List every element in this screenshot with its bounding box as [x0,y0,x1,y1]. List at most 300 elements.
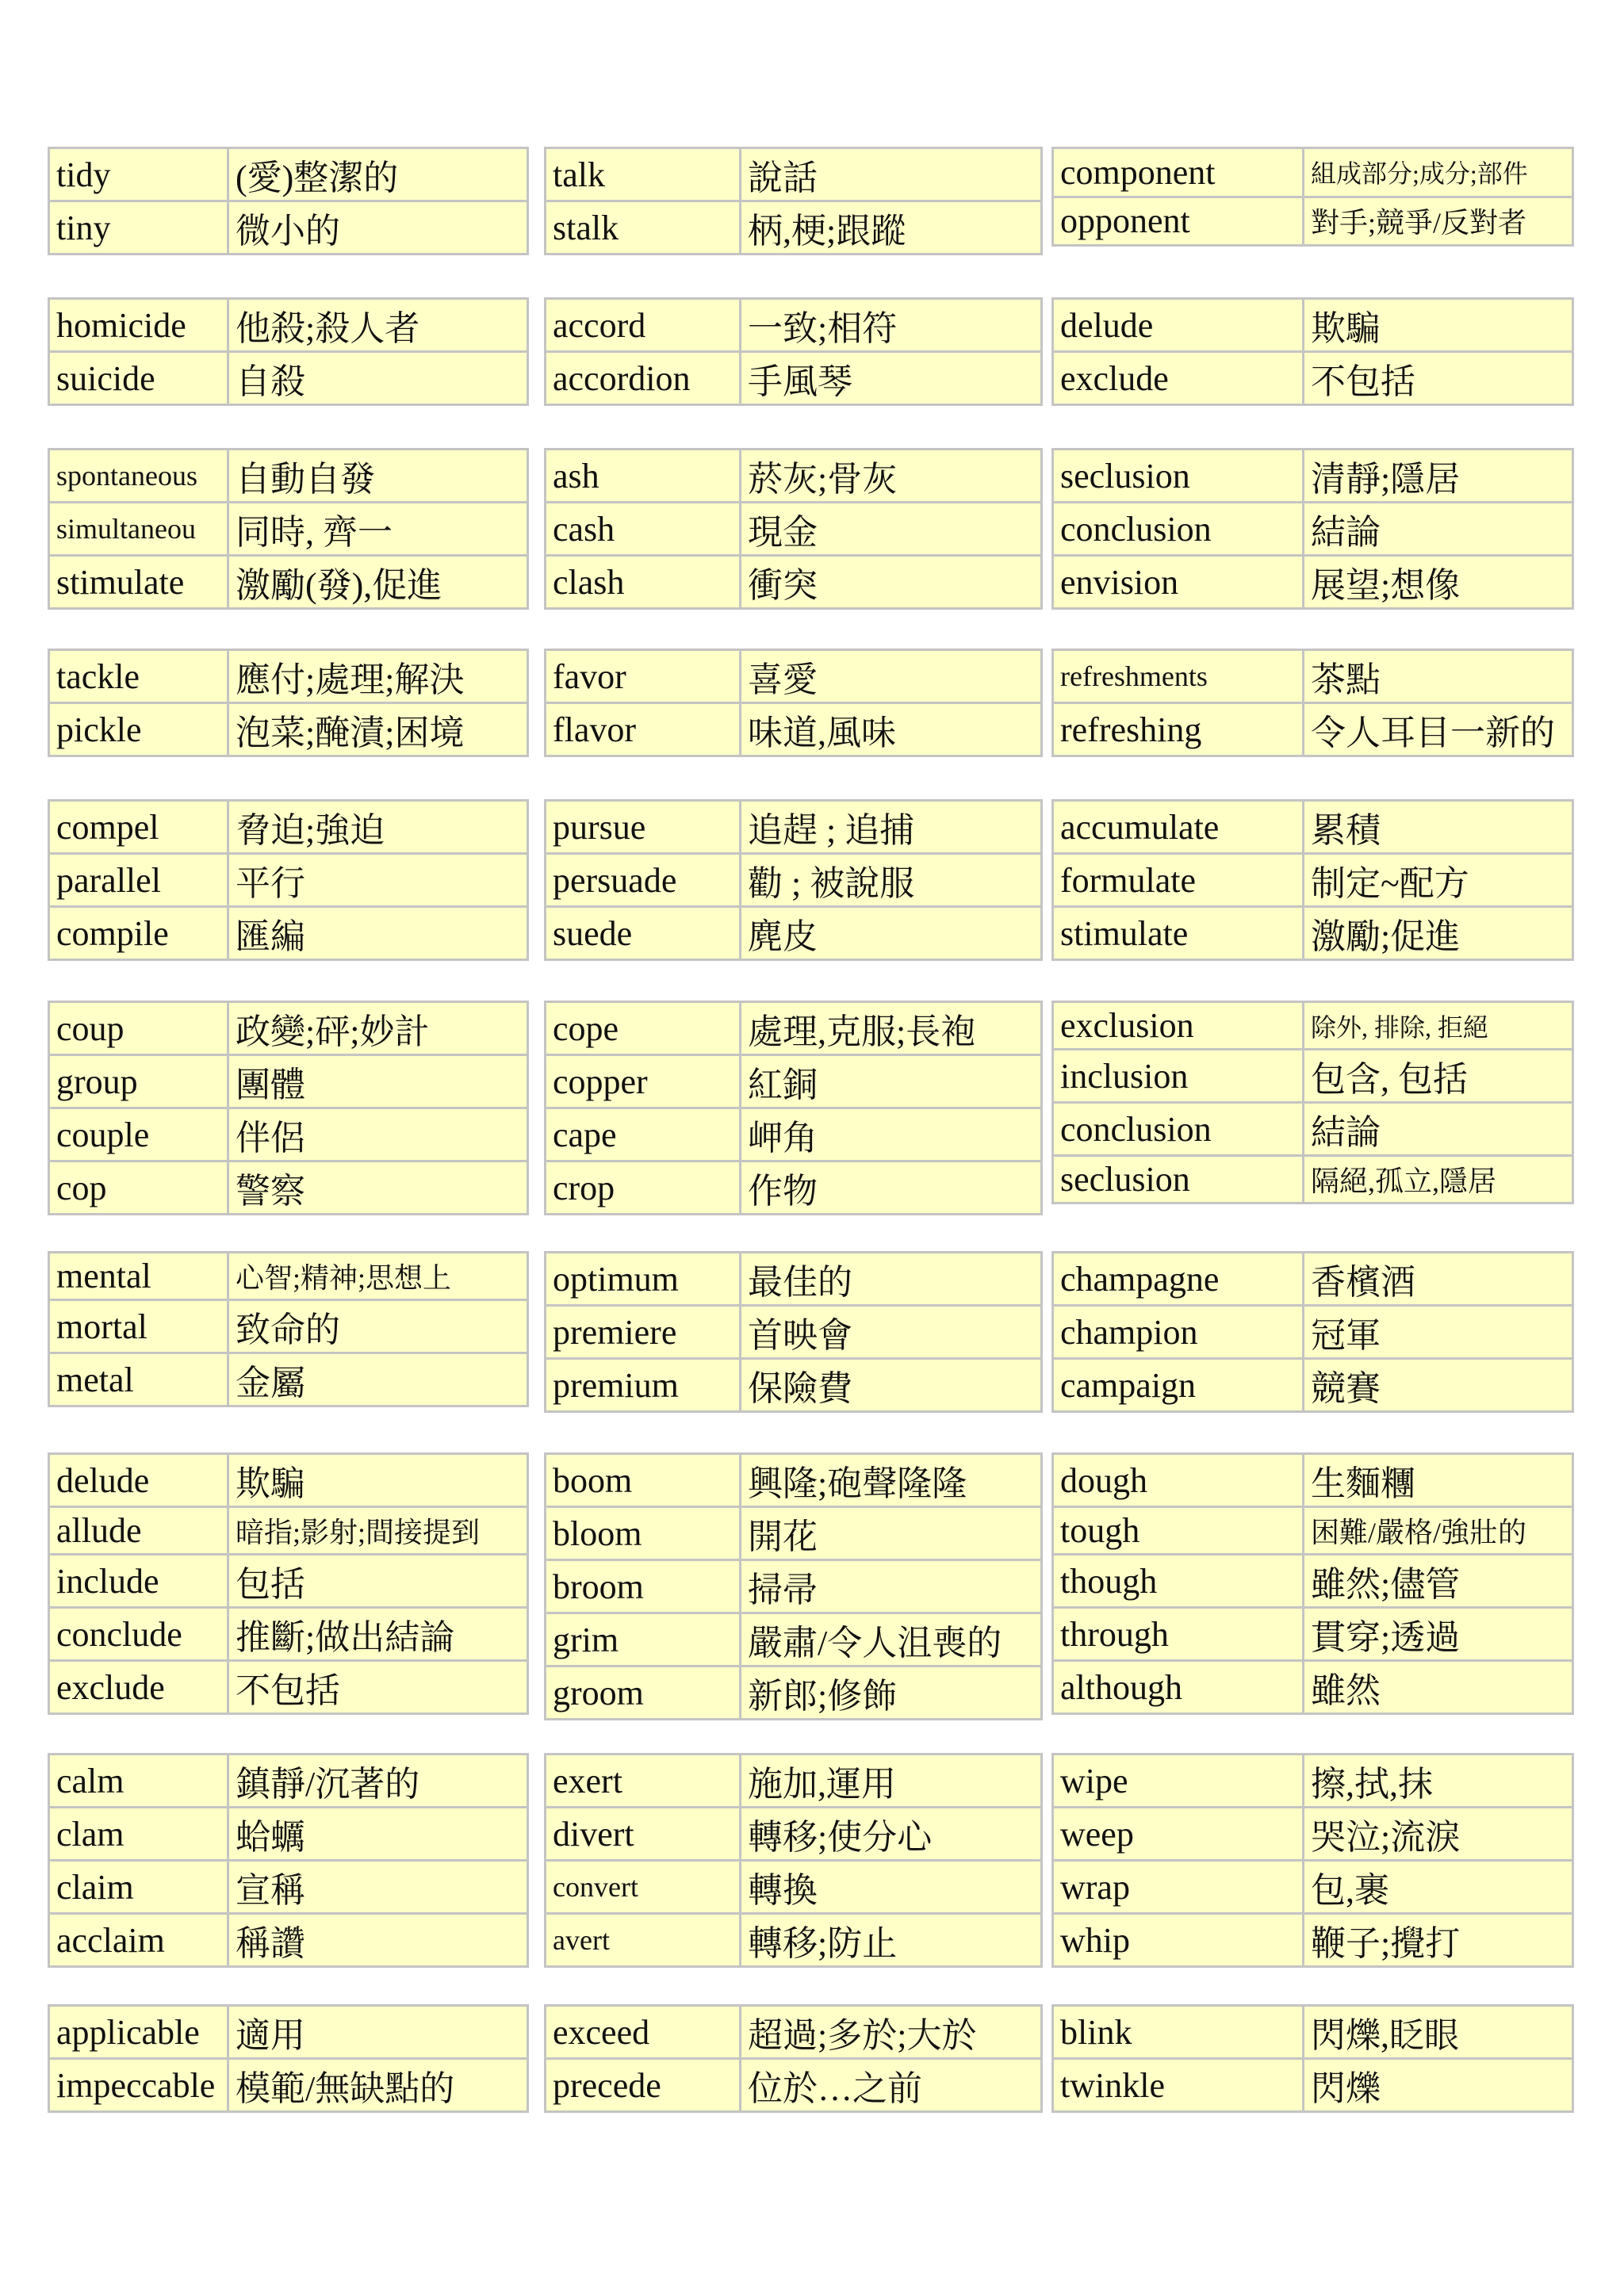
english-word: persuade [546,854,741,907]
english-word: couple [49,1108,228,1161]
chinese-meaning: 欺騙 [1304,299,1573,352]
chinese-meaning: 模範/無缺點的 [228,2059,528,2112]
chinese-meaning: 欺騙 [228,1454,528,1507]
chinese-meaning: 暗指;影射;間接提到 [228,1507,528,1555]
chinese-meaning: 麂皮 [741,907,1042,960]
english-word: optimum [546,1253,741,1306]
english-word: avert [546,1914,741,1967]
english-word: dough [1053,1454,1304,1507]
english-word: include [49,1555,228,1608]
chinese-meaning: 手風琴 [741,352,1042,405]
word-row [1053,1661,1573,1714]
word-row [546,2006,1042,2059]
word-row [546,1667,1042,1720]
english-word: parallel [49,854,228,907]
english-word: conclude [49,1608,228,1661]
word-group [544,1251,1043,1413]
chinese-meaning: 勸 ; 被說服 [741,854,1042,907]
english-word: envision [1053,556,1304,609]
word-row [546,907,1042,960]
english-word: exclusion [1053,1002,1304,1050]
word-row [1053,2059,1573,2112]
chinese-meaning: 競賽 [1304,1359,1573,1412]
english-word: flavor [546,703,741,756]
word-row [546,2059,1042,2112]
word-group [1051,649,1574,757]
chinese-meaning: 開花 [741,1507,1042,1560]
english-word: refreshments [1053,650,1304,703]
english-word: suicide [49,352,228,405]
chinese-meaning: 施加,運用 [741,1755,1042,1808]
chinese-meaning: 包,裹 [1304,1861,1573,1914]
chinese-meaning: 貫穿;透過 [1304,1608,1573,1661]
english-word: impeccable [49,2059,228,2112]
english-word: exclude [49,1661,228,1714]
word-group [1051,1251,1574,1413]
chinese-meaning: 味道,風味 [741,703,1042,756]
english-word: seclusion [1053,1156,1304,1203]
english-word: pursue [546,801,741,854]
english-word: talk [546,148,741,201]
chinese-meaning: 微小的 [228,201,528,254]
english-word: accumulate [1053,801,1304,854]
english-word: copper [546,1055,741,1108]
word-row [49,1353,528,1406]
word-row [546,1861,1042,1914]
chinese-meaning: 閃爍 [1304,2059,1573,2112]
chinese-meaning: 伴侶 [228,1108,528,1161]
chinese-meaning: 隔絕,孤立,隱居 [1304,1156,1573,1203]
chinese-meaning: 掃帚 [741,1560,1042,1613]
chinese-meaning: 轉移;使分心 [741,1808,1042,1861]
word-group [48,1753,529,1968]
word-row [49,1161,528,1215]
chinese-meaning: 處理,克服;長袍 [741,1002,1042,1055]
word-row [1053,1914,1573,1967]
english-word: tackle [49,650,228,703]
word-group [1051,448,1574,610]
english-word: grim [546,1613,741,1667]
english-word: though [1053,1555,1304,1608]
word-row [546,854,1042,907]
chinese-meaning: 困難/嚴格/強壯的 [1304,1507,1573,1555]
word-group [544,1452,1043,1720]
word-row [49,907,528,960]
english-word: tiny [49,201,228,254]
english-word: premium [546,1359,741,1412]
word-row [546,1507,1042,1560]
english-word: suede [546,907,741,960]
chinese-meaning: 自殺 [228,352,528,405]
word-row [546,556,1042,609]
chinese-meaning: 團體 [228,1055,528,1108]
word-row [1053,1861,1573,1914]
word-row [1053,197,1573,246]
word-group [48,649,529,757]
word-row [546,801,1042,854]
english-word: allude [49,1507,228,1555]
english-word: simultaneou [49,503,228,556]
word-group [544,1753,1043,1968]
chinese-meaning: 超過;多於;大於 [741,2006,1042,2059]
english-word: component [1053,148,1304,197]
word-row [1053,801,1573,854]
chinese-meaning: 制定~配方 [1304,854,1573,907]
word-group [48,1001,529,1215]
chinese-meaning: 紅銅 [741,1055,1042,1108]
chinese-meaning: 轉換 [741,1861,1042,1914]
chinese-meaning: 推斷;做出結論 [228,1608,528,1661]
word-row [1053,1755,1573,1808]
word-row [1053,1306,1573,1359]
english-word: divert [546,1808,741,1861]
word-group [48,448,529,610]
word-row [546,352,1042,405]
chinese-meaning: 柄,梗;跟蹤 [741,201,1042,254]
english-word: groom [546,1667,741,1720]
english-word: accordion [546,352,741,405]
word-row [1053,1156,1573,1203]
chinese-meaning: 現金 [741,503,1042,556]
word-row [49,854,528,907]
chinese-meaning: 興隆;砲聲隆隆 [741,1454,1042,1507]
word-row [546,703,1042,756]
word-group [544,147,1043,255]
word-row [1053,352,1573,405]
english-word: conclusion [1053,503,1304,556]
chinese-meaning: 組成部分;成分;部件 [1304,148,1573,197]
word-group [48,1251,529,1407]
chinese-meaning: 適用 [228,2006,528,2059]
english-word: weep [1053,1808,1304,1861]
english-word: wipe [1053,1755,1304,1808]
english-word: inclusion [1053,1050,1304,1103]
word-row [1053,2006,1573,2059]
chinese-meaning: 展望;想像 [1304,556,1573,609]
word-row [546,450,1042,503]
english-word: claim [49,1861,228,1914]
english-word: premiere [546,1306,741,1359]
english-word: favor [546,650,741,703]
english-word: compel [49,801,228,854]
word-row [1053,650,1573,703]
word-group [48,1452,529,1715]
word-row [49,201,528,254]
word-row [1053,1103,1573,1156]
chinese-meaning: 同時, 齊一 [228,503,528,556]
english-word: compile [49,907,228,960]
english-word: stimulate [1053,907,1304,960]
word-row [1053,1002,1573,1050]
word-row [49,148,528,201]
word-group [1051,1452,1574,1715]
word-row [1053,450,1573,503]
chinese-meaning: 蛤蠣 [228,1808,528,1861]
word-row [1053,1608,1573,1661]
english-word: stimulate [49,556,228,609]
chinese-meaning: 菸灰;骨灰 [741,450,1042,503]
chinese-meaning: 平行 [228,854,528,907]
word-row [1053,1454,1573,1507]
chinese-meaning: 喜愛 [741,650,1042,703]
word-group [1051,2004,1574,2113]
word-row [49,1914,528,1967]
word-row [546,1914,1042,1967]
word-row [1053,854,1573,907]
chinese-meaning: 岬角 [741,1108,1042,1161]
chinese-meaning: 作物 [741,1161,1042,1215]
word-row [49,1555,528,1608]
english-word: although [1053,1661,1304,1714]
word-row [1053,1359,1573,1412]
word-row [546,1613,1042,1667]
word-row [1053,503,1573,556]
chinese-meaning: 自動自發 [228,450,528,503]
english-word: twinkle [1053,2059,1304,2112]
chinese-meaning: 雖然;儘管 [1304,1555,1573,1608]
english-word: bloom [546,1507,741,1560]
chinese-meaning: 生麵糰 [1304,1454,1573,1507]
chinese-meaning: 哭泣;流淚 [1304,1808,1573,1861]
chinese-meaning: 閃爍,眨眼 [1304,2006,1573,2059]
word-group [1051,147,1574,247]
english-word: mental [49,1253,228,1300]
english-word: acclaim [49,1914,228,1967]
word-row [49,2006,528,2059]
word-row [49,650,528,703]
english-word: coup [49,1002,228,1055]
word-row [546,1253,1042,1306]
english-word: applicable [49,2006,228,2059]
chinese-meaning: 激勵;促進 [1304,907,1573,960]
english-word: blink [1053,2006,1304,2059]
english-word: conclusion [1053,1103,1304,1156]
word-row [546,1755,1042,1808]
chinese-meaning: 脅迫;強迫 [228,801,528,854]
english-word: delude [1053,299,1304,352]
word-row [49,1108,528,1161]
english-word: precede [546,2059,741,2112]
chinese-meaning: 結論 [1304,1103,1573,1156]
english-word: ash [546,450,741,503]
word-group [1051,297,1574,406]
chinese-meaning: 位於…之前 [741,2059,1042,2112]
word-row [546,1055,1042,1108]
chinese-meaning: 鞭子;攪打 [1304,1914,1573,1967]
chinese-meaning: 應付;處理;解決 [228,650,528,703]
chinese-meaning: 香檳酒 [1304,1253,1573,1306]
english-word: delude [49,1454,228,1507]
word-group [1051,1001,1574,1204]
english-word: boom [546,1454,741,1507]
word-row [49,1253,528,1300]
word-group [48,297,529,406]
word-group [544,448,1043,610]
word-row [1053,556,1573,609]
english-word: through [1053,1608,1304,1661]
english-word: stalk [546,201,741,254]
english-word: calm [49,1755,228,1808]
english-word: refreshing [1053,703,1304,756]
chinese-meaning: 警察 [228,1161,528,1215]
word-row [49,1808,528,1861]
word-row [546,201,1042,254]
word-row [546,1108,1042,1161]
word-group [544,297,1043,406]
chinese-meaning: 結論 [1304,503,1573,556]
chinese-meaning: 匯編 [228,907,528,960]
word-row [546,1808,1042,1861]
word-row [49,450,528,503]
english-word: opponent [1053,197,1304,246]
english-word: exclude [1053,352,1304,405]
chinese-meaning: 冠軍 [1304,1306,1573,1359]
english-word: formulate [1053,854,1304,907]
word-group [544,1001,1043,1215]
english-word: metal [49,1353,228,1406]
english-word: campaign [1053,1359,1304,1412]
english-word: clam [49,1808,228,1861]
word-row [49,352,528,405]
chinese-meaning: 最佳的 [741,1253,1042,1306]
word-row [546,1306,1042,1359]
chinese-meaning: 心智;精神;思想上 [228,1253,528,1300]
english-word: whip [1053,1914,1304,1967]
word-row [546,503,1042,556]
english-word: clash [546,556,741,609]
word-group [48,2004,529,2113]
word-row [546,650,1042,703]
english-word: champion [1053,1306,1304,1359]
chinese-meaning: 令人耳目一新的 [1304,703,1573,756]
word-row [546,1359,1042,1412]
english-word: cape [546,1108,741,1161]
english-word: pickle [49,703,228,756]
word-row [49,801,528,854]
english-word: champagne [1053,1253,1304,1306]
word-row [49,1300,528,1353]
word-row [49,1055,528,1108]
chinese-meaning: 擦,拭,抹 [1304,1755,1573,1808]
word-row [1053,1253,1573,1306]
english-word: tough [1053,1507,1304,1555]
english-word: convert [546,1861,741,1914]
english-word: group [49,1055,228,1108]
chinese-meaning: 累積 [1304,801,1573,854]
word-row [1053,703,1573,756]
word-row [1053,1050,1573,1103]
chinese-meaning: 衝突 [741,556,1042,609]
chinese-meaning: 追趕 ; 追捕 [741,801,1042,854]
word-group [1051,799,1574,961]
word-row [49,1507,528,1555]
word-row [1053,1555,1573,1608]
chinese-meaning: 除外, 排除, 拒絕 [1304,1002,1573,1050]
english-word: cope [546,1002,741,1055]
word-row [49,1661,528,1714]
english-word: exert [546,1755,741,1808]
english-word: cop [49,1161,228,1215]
chinese-meaning: 新郎;修飾 [741,1667,1042,1720]
chinese-meaning: 保險費 [741,1359,1042,1412]
word-row [546,1002,1042,1055]
chinese-meaning: 泡菜;醃漬;困境 [228,703,528,756]
word-row [49,1755,528,1808]
chinese-meaning: 不包括 [1304,352,1573,405]
chinese-meaning: 鎮靜/沉著的 [228,1755,528,1808]
word-row [49,1608,528,1661]
word-row [1053,299,1573,352]
word-group [48,799,529,961]
chinese-meaning: 致命的 [228,1300,528,1353]
word-row [49,503,528,556]
word-row [546,1161,1042,1215]
chinese-meaning: 雖然 [1304,1661,1573,1714]
word-group [544,649,1043,757]
word-group [544,2004,1043,2113]
word-row [1053,1507,1573,1555]
chinese-meaning: (愛)整潔的 [228,148,528,201]
word-row [546,1560,1042,1613]
chinese-meaning: 一致;相符 [741,299,1042,352]
chinese-meaning: 他殺;殺人者 [228,299,528,352]
word-row [49,556,528,609]
word-row [49,299,528,352]
word-row [1053,907,1573,960]
word-row [546,148,1042,201]
chinese-meaning: 宣稱 [228,1861,528,1914]
english-word: spontaneous [49,450,228,503]
chinese-meaning: 包括 [228,1555,528,1608]
chinese-meaning: 稱讚 [228,1914,528,1967]
chinese-meaning: 轉移;防止 [741,1914,1042,1967]
word-row [49,703,528,756]
english-word: wrap [1053,1861,1304,1914]
english-word: crop [546,1161,741,1215]
english-word: broom [546,1560,741,1613]
chinese-meaning: 茶點 [1304,650,1573,703]
word-row [546,299,1042,352]
english-word: cash [546,503,741,556]
word-group [48,147,529,255]
english-word: tidy [49,148,228,201]
chinese-meaning: 對手;競爭/反對者 [1304,197,1573,246]
chinese-meaning: 不包括 [228,1661,528,1714]
word-group [1051,1753,1574,1968]
chinese-meaning: 清靜;隱居 [1304,450,1573,503]
english-word: mortal [49,1300,228,1353]
word-row [49,2059,528,2112]
chinese-meaning: 激勵(發),促進 [228,556,528,609]
word-row [49,1454,528,1507]
english-word: homicide [49,299,228,352]
word-group [544,799,1043,961]
word-row [546,1454,1042,1507]
word-row [49,1861,528,1914]
english-word: accord [546,299,741,352]
chinese-meaning: 包含, 包括 [1304,1050,1573,1103]
chinese-meaning: 政變;砰;妙計 [228,1002,528,1055]
word-row [49,1002,528,1055]
chinese-meaning: 嚴肅/令人沮喪的 [741,1613,1042,1667]
chinese-meaning: 說話 [741,148,1042,201]
english-word: exceed [546,2006,741,2059]
english-word: seclusion [1053,450,1304,503]
chinese-meaning: 金屬 [228,1353,528,1406]
word-row [1053,148,1573,197]
word-row [1053,1808,1573,1861]
chinese-meaning: 首映會 [741,1306,1042,1359]
